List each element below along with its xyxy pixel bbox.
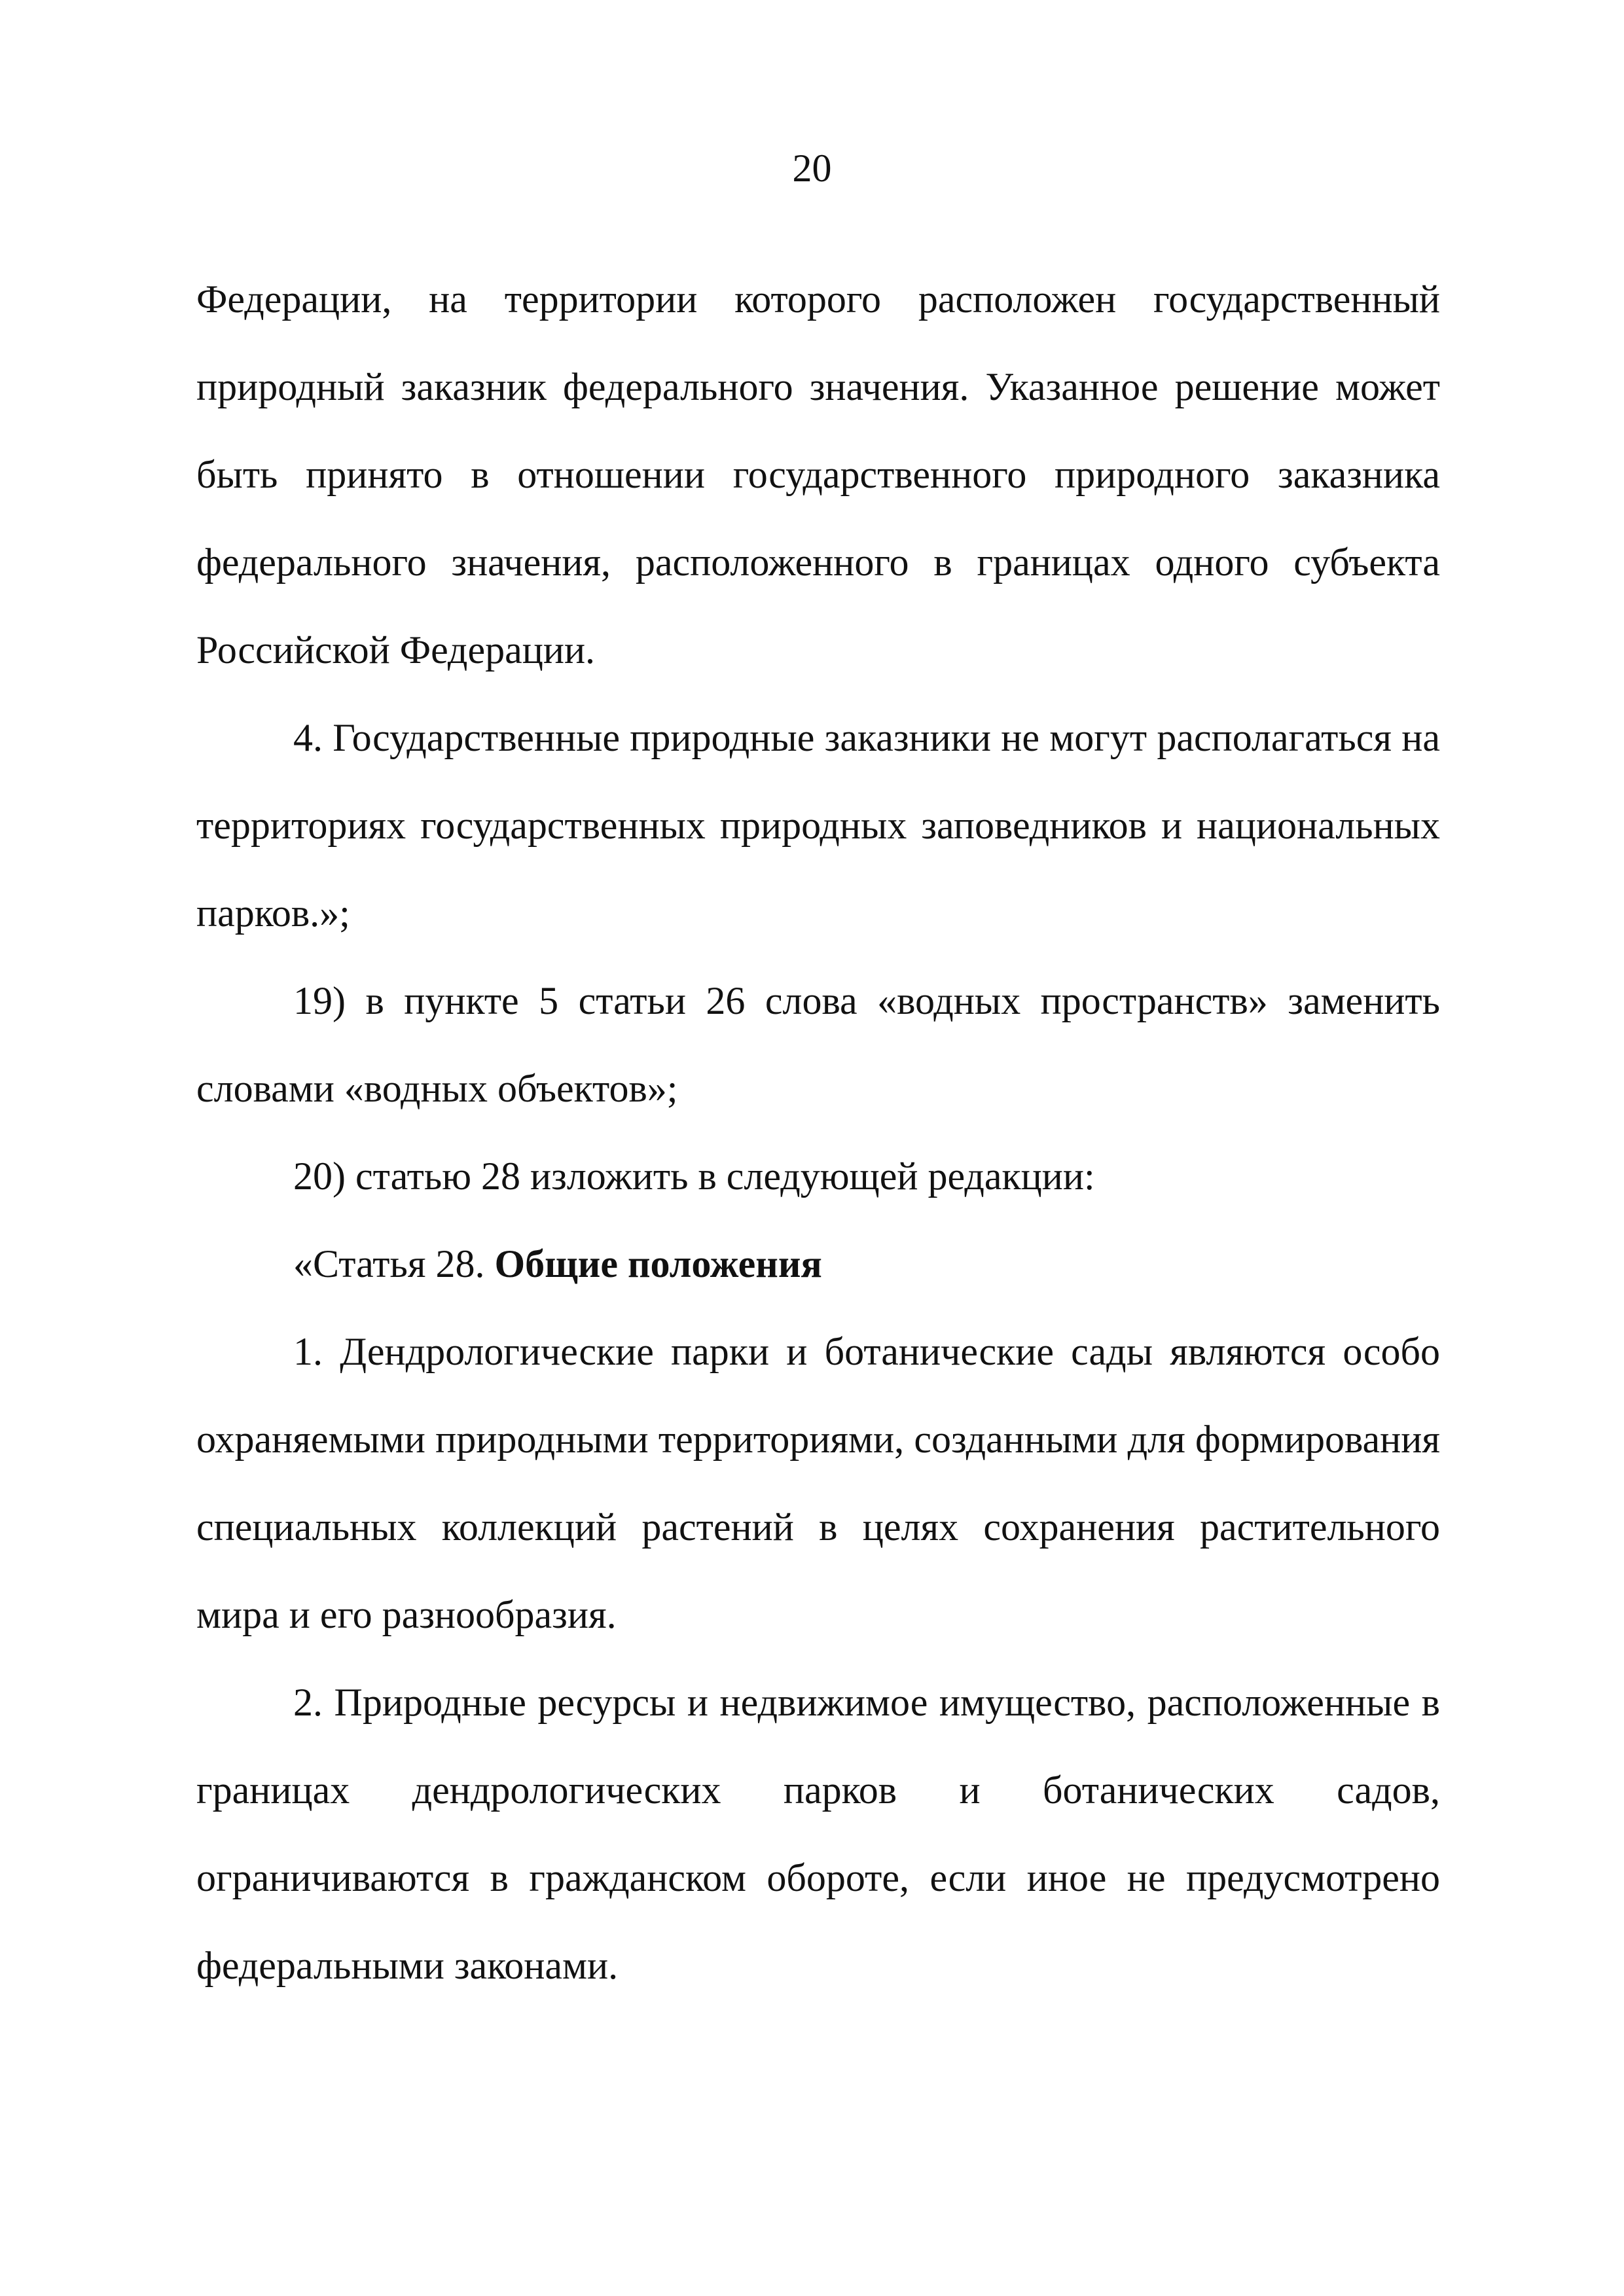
paragraph-amendment-20: 20) статью 28 изложить в следующей редакции: bbox=[293, 1155, 1095, 1198]
article-heading bbox=[196, 1220, 1440, 1308]
article-heading-title: Общие положения bbox=[494, 1242, 822, 1285]
page-number: 20 bbox=[792, 147, 832, 190]
article-heading-prefix: «Статья 28. bbox=[293, 1242, 495, 1285]
article-paragraph-2: 2. Природные ресурсы и недвижимое имущество, расположенные в границах дендрологических парков и ботанических садов, ограничиваются в гражданском обороте, если иное не предусмотрено федеральными законами. bbox=[196, 1681, 1440, 1987]
paragraph-continuation: Федерации, на территории которого расположен государственный природный заказник федерального значения. Указанное решение может быть принято в отношении государственного природного заказника федерального значения, расположенного в границах одного субъекта Российской Федерации. bbox=[196, 278, 1440, 672]
article-paragraph-1: 1. Дендрологические парки и ботанические сады являются особо охраняемыми природными территориями, созданными для формирования специальных коллекций растений в целях сохранения растительного мира и его разнообразия. bbox=[196, 1330, 1440, 1636]
paragraph-item-4: 4. Государственные природные заказники не могут располагаться на территориях государственных природных заповедников и национальных парков.»; bbox=[196, 716, 1440, 935]
document-body bbox=[196, 255, 1440, 2009]
paragraph-amendment-19: 19) в пункте 5 статьи 26 слова «водных пространств» заменить словами «водных объектов»; bbox=[196, 979, 1440, 1110]
